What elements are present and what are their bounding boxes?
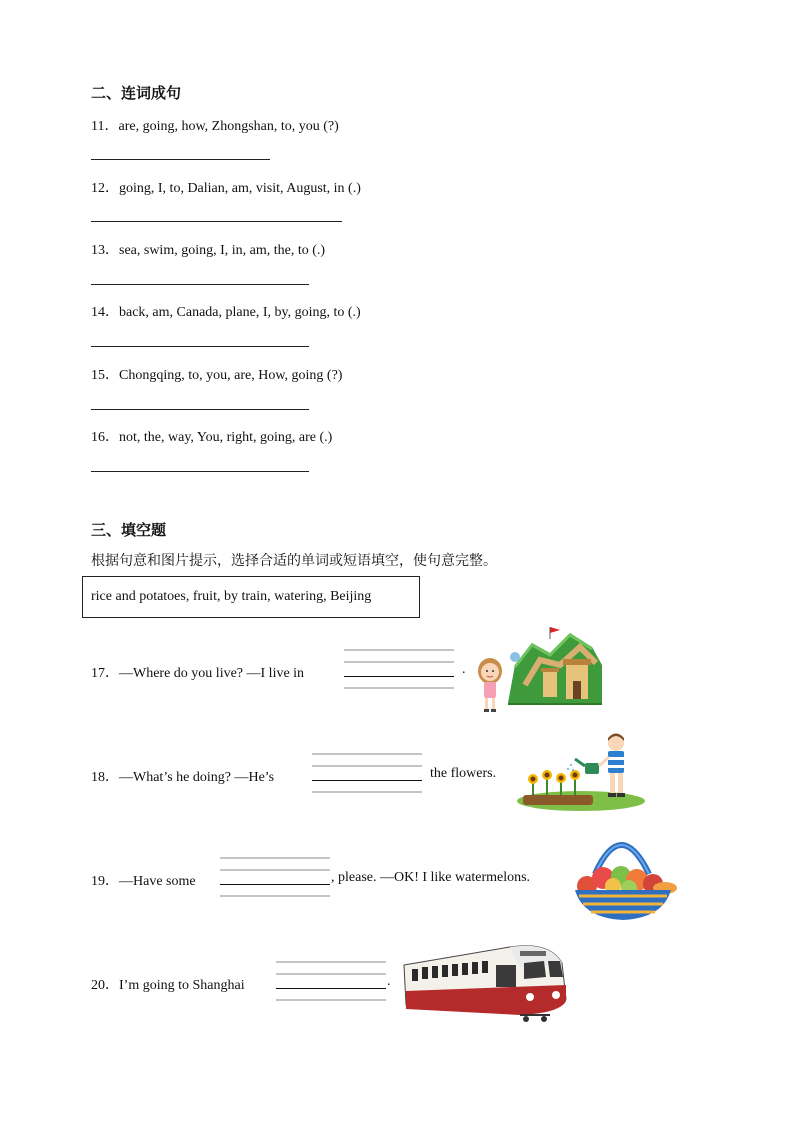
girl-icon — [478, 658, 502, 712]
answer-line-12[interactable] — [91, 221, 342, 222]
fill-blank-17[interactable] — [344, 649, 454, 691]
question-14 — [91, 301, 361, 321]
section-2-title: 二、连词成句 — [91, 84, 182, 102]
question-text: back, am, Canada, plane, I, by, going, to (.) — [119, 305, 361, 320]
fill-blank-18[interactable] — [312, 753, 422, 795]
question-number: 11． — [91, 119, 119, 134]
question-20-after: . — [387, 974, 391, 989]
guide-line — [344, 649, 454, 651]
guide-line — [276, 999, 386, 1001]
guide-line — [220, 895, 330, 897]
guide-line — [312, 765, 422, 767]
fill-blank-19[interactable] — [220, 857, 330, 899]
guide-line — [276, 961, 386, 963]
boy-watering-illustration — [515, 733, 648, 813]
guide-line — [276, 973, 386, 975]
guide-line — [220, 857, 330, 859]
answer-line — [276, 988, 386, 989]
question-number: 12． — [91, 181, 119, 196]
train-illustration — [400, 937, 568, 1025]
guide-line — [344, 661, 454, 663]
boy-icon — [599, 734, 625, 798]
answer-line — [312, 780, 422, 781]
great-wall-icon — [508, 627, 602, 705]
word-bank-box: rice and potatoes, fruit, by train, watering, Beijing — [82, 576, 420, 618]
question-text: Chongqing, to, you, are, How, going (?) — [119, 368, 343, 383]
answer-line — [344, 676, 454, 677]
answer-line-15[interactable] — [91, 409, 309, 410]
question-11 — [91, 115, 339, 135]
question-13 — [91, 239, 325, 259]
guide-line — [220, 869, 330, 871]
section-3-instruction: 根据句意和图片提示，选择合适的单词或短语填空，使句意完整。 — [91, 553, 497, 569]
answer-line — [220, 884, 330, 885]
question-17 — [91, 662, 304, 682]
question-number: 19． — [91, 874, 119, 889]
question-number: 15． — [91, 368, 119, 383]
girl-great-wall-illustration — [470, 625, 605, 717]
question-12 — [91, 177, 361, 197]
question-text-before: —Have some — [119, 874, 196, 889]
question-text: going, I, to, Dalian, am, visit, August, in (.) — [119, 181, 361, 196]
fruit-basket-illustration — [567, 834, 679, 922]
question-number: 13． — [91, 243, 119, 258]
guide-line — [312, 791, 422, 793]
question-17-after: . — [462, 662, 466, 677]
fill-blank-20[interactable] — [276, 961, 386, 1003]
section-3-title: 三、填空题 — [91, 521, 167, 539]
question-text: are, going, how, Zhongshan, to, you (?) — [118, 119, 339, 134]
question-19 — [91, 870, 196, 890]
question-text-before: —Where do you live? —I live in — [119, 666, 305, 681]
question-number: 14． — [91, 305, 119, 320]
question-18 — [91, 766, 274, 786]
question-text-before: —What’s he doing? —He’s — [119, 770, 275, 785]
answer-line-16[interactable] — [91, 471, 309, 472]
question-20 — [91, 974, 245, 994]
answer-line-14[interactable] — [91, 346, 309, 347]
question-number: 16． — [91, 430, 119, 445]
answer-line-13[interactable] — [91, 284, 309, 285]
question-16 — [91, 426, 332, 446]
question-text-before: I’m going to Shanghai — [119, 978, 245, 993]
question-15 — [91, 364, 342, 384]
answer-line-11[interactable] — [91, 159, 270, 160]
question-19-after: , please. —OK! I like watermelons. — [331, 870, 531, 885]
guide-line — [344, 687, 454, 689]
question-number: 18． — [91, 770, 119, 785]
question-number: 17． — [91, 666, 119, 681]
question-18-after: the flowers. — [430, 766, 497, 781]
question-text: sea, swim, going, I, in, am, the, to (.) — [119, 243, 326, 258]
question-text: not, the, way, You, right, going, are (.) — [119, 430, 333, 445]
question-number: 20． — [91, 978, 119, 993]
guide-line — [312, 753, 422, 755]
